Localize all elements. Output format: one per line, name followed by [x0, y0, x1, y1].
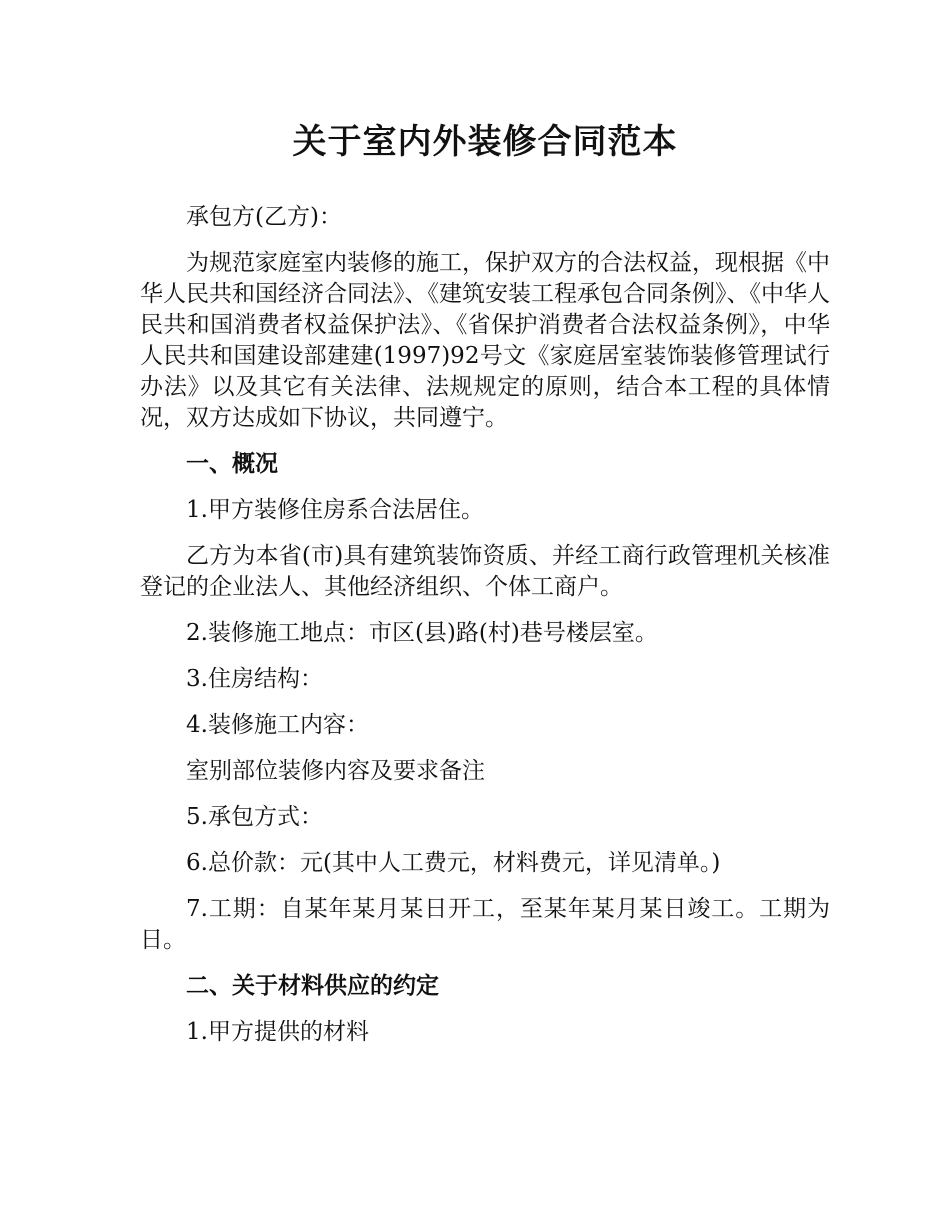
clause-3-structure: 3.住房结构： — [186, 666, 323, 692]
section-heading-overview: 一、概况 — [186, 451, 278, 477]
clause-1: 1.甲方装修住房系合法居住。 — [186, 497, 484, 523]
document-title: 关于室内外装修合同范本 — [292, 122, 678, 162]
clause-5-contract-method: 5.承包方式： — [186, 804, 323, 830]
clause-6-total-price: 6.总价款：元(其中人工费元，材料费元，详见清单。) — [186, 850, 721, 876]
clause-2-location: 2.装修施工地点：市区(县)路(村)巷号楼层室。 — [186, 620, 658, 646]
document-content — [140, 120, 830, 1045]
party-b-line: 承包方(乙方)： — [186, 204, 342, 230]
content-table-header-line: 室别部位装修内容及要求备注 — [186, 758, 485, 784]
materials-clause-1: 1.甲方提供的材料 — [186, 1019, 369, 1045]
clause-7-schedule: 7.工期：自某年某月某日开工，至某年某月某日竣工。工期为日。 — [140, 896, 830, 953]
document-body — [140, 202, 830, 1063]
section-heading-materials: 二、关于材料供应的约定 — [186, 973, 439, 999]
contractor-qualification-paragraph: 乙方为本省(市)具有建筑装饰资质、并经工商行政管理机关核准登记的企业法人、其他经济组织、个体工商户。 — [140, 543, 830, 600]
preamble-paragraph: 为规范家庭室内装修的施工，保护双方的合法权益，现根据《中华人民共和国经济合同法》、《建筑安装工程承包合同条例》、《中华人民共和国消费者权益保护法》、《省保护消费者合法权益条例》，中华人民共和国建设部建建(1997)92号文《家庭居室装饰装修管理试行办法》以及其它有关法律、法规规定的原则，结合本工程的具体情况，双方达成如下协议，共同遵宁。 — [140, 250, 830, 431]
clause-4-content: 4.装修施工内容： — [186, 712, 369, 738]
